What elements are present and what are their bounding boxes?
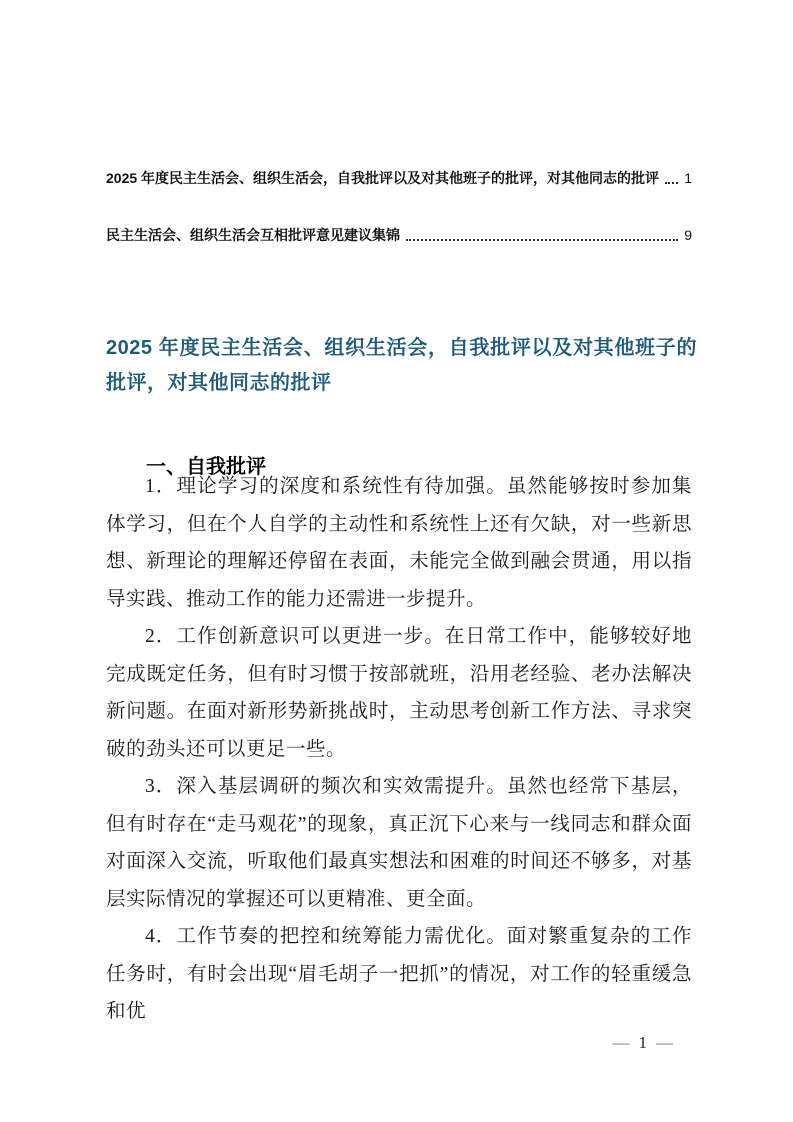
footer-page-number: 1 (638, 1033, 647, 1052)
toc-dot-leader (406, 238, 678, 241)
toc-page-number: 1 (684, 170, 692, 186)
table-of-contents (106, 168, 692, 282)
article-body (106, 468, 692, 1031)
toc-entry-label: 2025 年度民主生活会、组织生活会，自我批评以及对其他班子的批评，对其他同志的批评 (106, 170, 660, 186)
page-footer (613, 1031, 674, 1055)
body-paragraph: 3．深入基层调研的频次和实效需提升。虽然也经常下基层，但有时存在“走马观花”的现象，真正沉下心来与一线同志和群众面对面深入交流，听取他们最真实想法和困难的时间还不够多，对基层实际情况的掌握还可以更精准、更全面。 (106, 776, 692, 910)
toc-dot-leader (665, 181, 678, 184)
footer-dash: — (656, 1033, 673, 1052)
section-heading: 一、自我批评 (146, 455, 266, 478)
footer-dash: — (612, 1033, 630, 1052)
toc-entry[interactable] (106, 168, 692, 189)
body-paragraph: 1．理论学习的深度和系统性有待加强。虽然能够按时参加集体学习，但在个人自学的主动性和系统性上还有欠缺，对一些新思想、新理论的理解还停留在表面，未能完全做到融会贯通，用以指导实践、推动工作的能力还需进一步提升。 (106, 476, 692, 610)
article-title: 2025 年度民主生活会、组织生活会，自我批评以及对其他班子的批评，对其他同志的批评 (106, 337, 697, 395)
toc-entry-label: 民主生活会、组织生活会互相批评意见建议集锦 (106, 227, 400, 243)
body-paragraph: 2．工作创新意识可以更进一步。在日常工作中，能够较好地完成既定任务，但有时习惯于按部就班，沿用老经验、老办法解决新问题。在面对新形势新挑战时，主动思考创新工作方法、寻求突破的劲头还可以更足一些。 (106, 626, 692, 760)
body-paragraph: 4．工作节奏的把控和统筹能力需优化。面对繁重复杂的工作任务时，有时会出现“眉毛胡子一把抓”的情况，对工作的轻重缓急和优 (106, 926, 692, 1022)
toc-entry[interactable] (106, 225, 692, 246)
toc-page-number: 9 (684, 227, 692, 243)
